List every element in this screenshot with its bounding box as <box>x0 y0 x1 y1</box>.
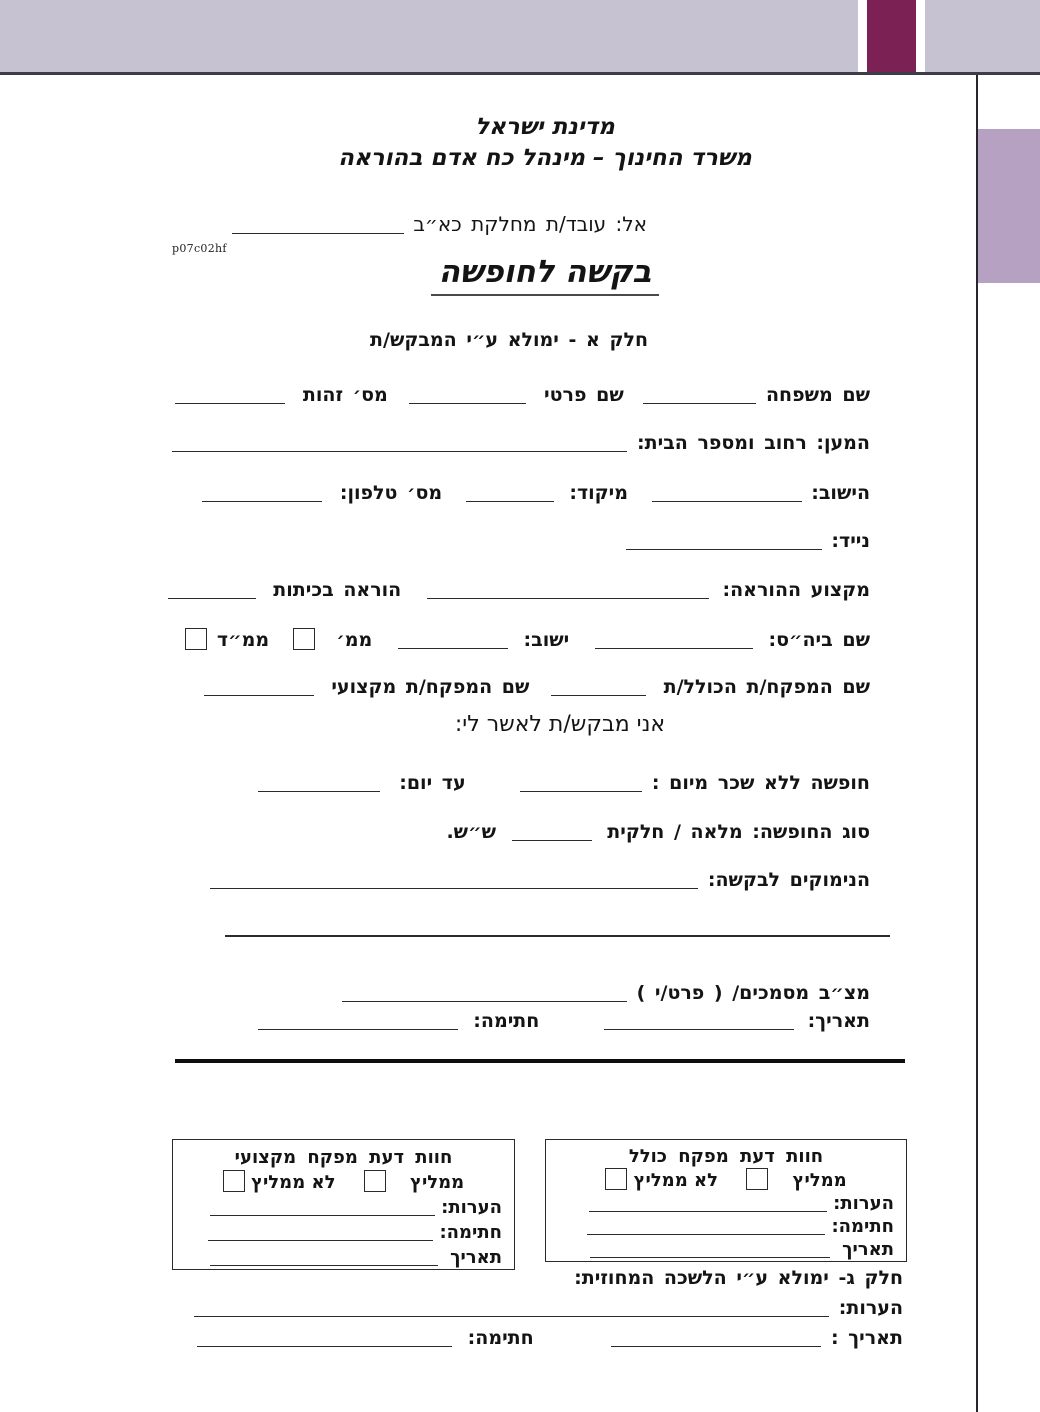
to-department-label: אל: עובד/ת מחלקת כא״ב <box>413 212 647 236</box>
part-c-comments-row <box>194 1297 903 1319</box>
zip-label: מיקוד: <box>569 482 628 504</box>
section-divider-rule <box>175 1059 905 1063</box>
opinion-prof-signature-row <box>185 1220 502 1245</box>
part-c-heading: חלק ג- ימולא ע״י הלשכה המחוזית: <box>574 1267 903 1289</box>
blank-leave-from[interactable] <box>520 776 642 792</box>
checkbox-state-religious[interactable] <box>185 628 207 650</box>
signature-label: חתימה: <box>831 1216 894 1237</box>
part-a-heading: חלק א - ימולא ע״י המבקש/ת <box>370 329 648 351</box>
leave-from-label: חופשה ללא שכר מיום : <box>651 772 870 794</box>
to-department-row <box>232 212 647 236</box>
blank-school-name[interactable] <box>595 633 753 649</box>
opinion-prof-comments-row <box>185 1195 502 1220</box>
blank-prof-signature[interactable] <box>208 1225 433 1241</box>
address-row <box>172 432 870 454</box>
blank-school-town[interactable] <box>398 633 508 649</box>
town-label: הישוב: <box>811 482 870 504</box>
header-line-state: מדינת ישראל <box>475 114 615 140</box>
blank-id-number[interactable] <box>175 388 285 404</box>
subject-row <box>168 579 870 601</box>
attachments-label: מצ״ב מסמכים/ ( פרט/י ) <box>636 982 870 1004</box>
blank-phone[interactable] <box>202 486 322 502</box>
blank-to-department[interactable] <box>232 218 404 234</box>
blank-reasons[interactable] <box>210 873 698 889</box>
blank-zip[interactable] <box>466 486 554 502</box>
attachments-row <box>342 982 870 1004</box>
blank-grades[interactable] <box>168 583 256 599</box>
blank-family-name[interactable] <box>643 388 756 404</box>
address-label: המען: רחוב ומספר הבית: <box>637 432 870 454</box>
part-c-date-label: תאריך : <box>830 1327 903 1349</box>
leave-dates-row <box>258 772 870 794</box>
opinion-general-title: חוות דעת מפקח כולל <box>628 1146 824 1167</box>
date-signature-row <box>258 1010 870 1032</box>
checkbox-general-recommend[interactable] <box>746 1168 768 1190</box>
blank-signature[interactable] <box>258 1014 458 1030</box>
blank-subject[interactable] <box>427 583 709 599</box>
opinion-box-professional-supervisor <box>172 1139 515 1270</box>
accent-stripe <box>867 0 916 72</box>
comments-label: הערות: <box>833 1193 894 1214</box>
opinion-general-comments-row <box>558 1192 894 1215</box>
date-label: תאריך: <box>807 1010 870 1032</box>
date-label: תאריך <box>842 1239 894 1260</box>
part-c-comments-label: הערות: <box>838 1297 903 1319</box>
signature-label: חתימה: <box>439 1222 502 1243</box>
blank-general-date[interactable] <box>590 1242 830 1258</box>
form-title: בקשה לחופשה <box>431 254 660 296</box>
blank-general-comments[interactable] <box>589 1196 827 1212</box>
part-c-signature-label: חתימה: <box>467 1327 534 1349</box>
blank-attachments[interactable] <box>342 986 627 1002</box>
phone-label: מס׳ טלפון: <box>339 482 443 504</box>
top-bar <box>0 0 1040 75</box>
mobile-label: נייד: <box>831 530 870 552</box>
blank-partc-comments[interactable] <box>194 1301 829 1317</box>
checkbox-state-school[interactable] <box>293 628 315 650</box>
blank-first-name[interactable] <box>409 388 526 404</box>
not-recommend-label: לא ממליץ <box>251 1172 336 1193</box>
leave-type-label: סוג החופשה: מלאה / חלקית <box>607 821 870 843</box>
state-school-label: ממ׳ <box>336 629 373 651</box>
id-number-label: מס׳ זהות <box>302 384 388 406</box>
opinion-prof-title: חוות דעת מפקח מקצועי <box>234 1147 453 1168</box>
recommend-label: ממליץ <box>410 1172 465 1193</box>
blank-partc-signature[interactable] <box>197 1331 452 1347</box>
blank-address[interactable] <box>172 436 627 452</box>
request-intro: אני מבקש/ת לאשר לי: <box>454 712 666 737</box>
blank-supervisor-professional[interactable] <box>204 680 314 696</box>
blank-town[interactable] <box>652 486 802 502</box>
school-name-label: שם ביה״ס: <box>768 629 870 651</box>
blank-mobile[interactable] <box>626 534 822 550</box>
teaching-grades-label: הוראה בכיתות <box>273 579 402 601</box>
opinion-general-date-row <box>558 1238 894 1261</box>
town-row <box>202 482 870 504</box>
part-c-date-signature-row <box>197 1327 903 1349</box>
form-code: p07c02hf <box>172 242 227 255</box>
blank-prof-date[interactable] <box>210 1250 438 1266</box>
leave-type-row <box>446 821 870 843</box>
supervisor-professional-label: שם המפקח/ת מקצועי <box>331 676 530 698</box>
blank-leave-to[interactable] <box>258 776 380 792</box>
leave-to-label: עד יום: <box>399 772 466 794</box>
ministry-header <box>170 112 920 174</box>
supervisors-row <box>204 676 870 698</box>
mobile-row <box>626 530 870 552</box>
checkbox-general-not-recommend[interactable] <box>605 1168 627 1190</box>
opinion-general-recommend-row <box>558 1168 894 1192</box>
signature-label: חתימה: <box>473 1010 540 1032</box>
family-name-label: שם משפחה <box>765 384 870 406</box>
teaching-subject-label: מקצוע ההוראה: <box>722 579 870 601</box>
blank-date[interactable] <box>604 1014 794 1030</box>
state-religious-label: ממ״ד <box>216 629 270 651</box>
checkbox-prof-not-recommend[interactable] <box>223 1170 245 1192</box>
school-town-label: ישוב: <box>523 629 570 651</box>
header-line-ministry: משרד החינוך – מינהל כח אדם בהוראה <box>338 145 752 171</box>
opinion-prof-recommend-row <box>185 1170 502 1195</box>
reasons-row <box>210 869 870 891</box>
opinion-prof-date-row <box>185 1245 502 1270</box>
recommend-label: ממליץ <box>792 1170 847 1191</box>
blank-leave-type-hours[interactable] <box>512 825 592 841</box>
comments-label: הערות: <box>441 1197 502 1218</box>
school-row <box>185 628 870 651</box>
form-title-wrap <box>170 254 920 290</box>
blank-partc-date[interactable] <box>611 1331 821 1347</box>
leave-type-unit: ש״ש. <box>446 821 496 843</box>
side-accent-block <box>978 129 1040 283</box>
first-name-label: שם פרטי <box>544 384 624 406</box>
date-label: תאריך <box>450 1247 502 1268</box>
name-row <box>175 384 870 406</box>
blank-supervisor-general[interactable] <box>551 680 646 696</box>
blank-prof-comments[interactable] <box>210 1200 435 1216</box>
opinion-box-general-supervisor <box>545 1139 907 1262</box>
reasons-label: הנימוקים לבקשה: <box>707 869 870 891</box>
not-recommend-label: לא ממליץ <box>633 1170 718 1191</box>
opinion-general-signature-row <box>558 1215 894 1238</box>
supervisor-general-label: שם המפקח/ת הכולל/ת <box>663 676 870 698</box>
checkbox-prof-recommend[interactable] <box>364 1170 386 1192</box>
blank-general-signature[interactable] <box>587 1219 825 1235</box>
blank-reasons-line2[interactable] <box>225 935 890 937</box>
